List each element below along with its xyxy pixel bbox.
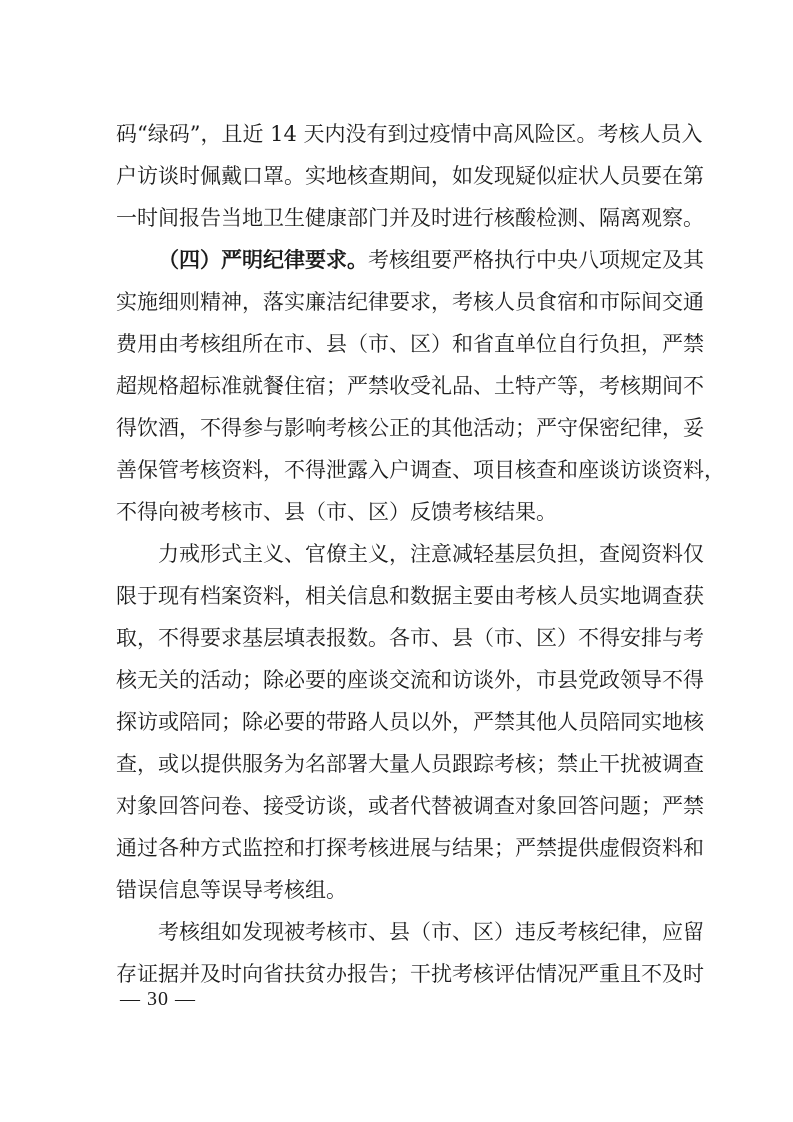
- text-line: 错误信息等误导考核组。: [116, 878, 347, 902]
- text-line: 存证据并及时向省扶贫办报告；干扰考核评估情况严重且不及时: [116, 962, 704, 986]
- section-heading: （四）严明纪律要求。: [158, 248, 368, 272]
- text-line: 实施细则精神，落实廉洁纪律要求，考核人员食宿和市际间交通: [116, 290, 704, 314]
- text-line: 限于现有档案资料，相关信息和数据主要由考核人员实地调查获: [116, 584, 704, 608]
- text-line: 通过各种方式监控和打探考核进展与结果；严禁提供虚假资料和: [116, 836, 704, 860]
- text-line: 善保管考核资料，不得泄露入户调查、项目核查和座谈访谈资料，: [116, 458, 725, 482]
- text-line: 户访谈时佩戴口罩。实地核查期间，如发现疑似症状人员要在第: [116, 164, 704, 188]
- paragraph-first-line: 力戒形式主义、官僚主义，注意减轻基层负担，查阅资料仅: [158, 542, 704, 566]
- page-number: — 30 —: [120, 988, 196, 1010]
- text-line: 一时间报告当地卫生健康部门并及时进行核酸检测、隔离观察。: [116, 206, 704, 230]
- text-line: 码“绿码”，且近 14 天内没有到过疫情中高风险区。考核人员入: [116, 122, 703, 146]
- section-heading-line: [158, 240, 704, 280]
- text-line: 核无关的活动；除必要的座谈交流和访谈外，市县党政领导不得: [116, 668, 704, 692]
- section-heading-rest: 考核组要严格执行中央八项规定及其: [368, 248, 704, 272]
- text-line: 超规格超标准就餐住宿；严禁收受礼品、土特产等，考核期间不: [116, 374, 704, 398]
- text-line: 查，或以提供服务为名部署大量人员跟踪考核；禁止干扰被调查: [116, 752, 704, 776]
- text-line: 取，不得要求基层填表报数。各市、县（市、区）不得安排与考: [116, 626, 704, 650]
- text-line: 对象回答问卷、接受访谈，或者代替被调查对象回答问题；严禁: [116, 794, 704, 818]
- text-line: 探访或陪同；除必要的带路人员以外，严禁其他人员陪同实地核: [116, 710, 704, 734]
- text-line: 不得向被考核市、县（市、区）反馈考核结果。: [116, 500, 557, 524]
- text-line: 得饮酒，不得参与影响考核公正的其他活动；严守保密纪律，妥: [116, 416, 704, 440]
- text-line: 费用由考核组所在市、县（市、区）和省直单位自行负担，严禁: [116, 332, 704, 356]
- paragraph-first-line: 考核组如发现被考核市、县（市、区）违反考核纪律，应留: [158, 920, 704, 944]
